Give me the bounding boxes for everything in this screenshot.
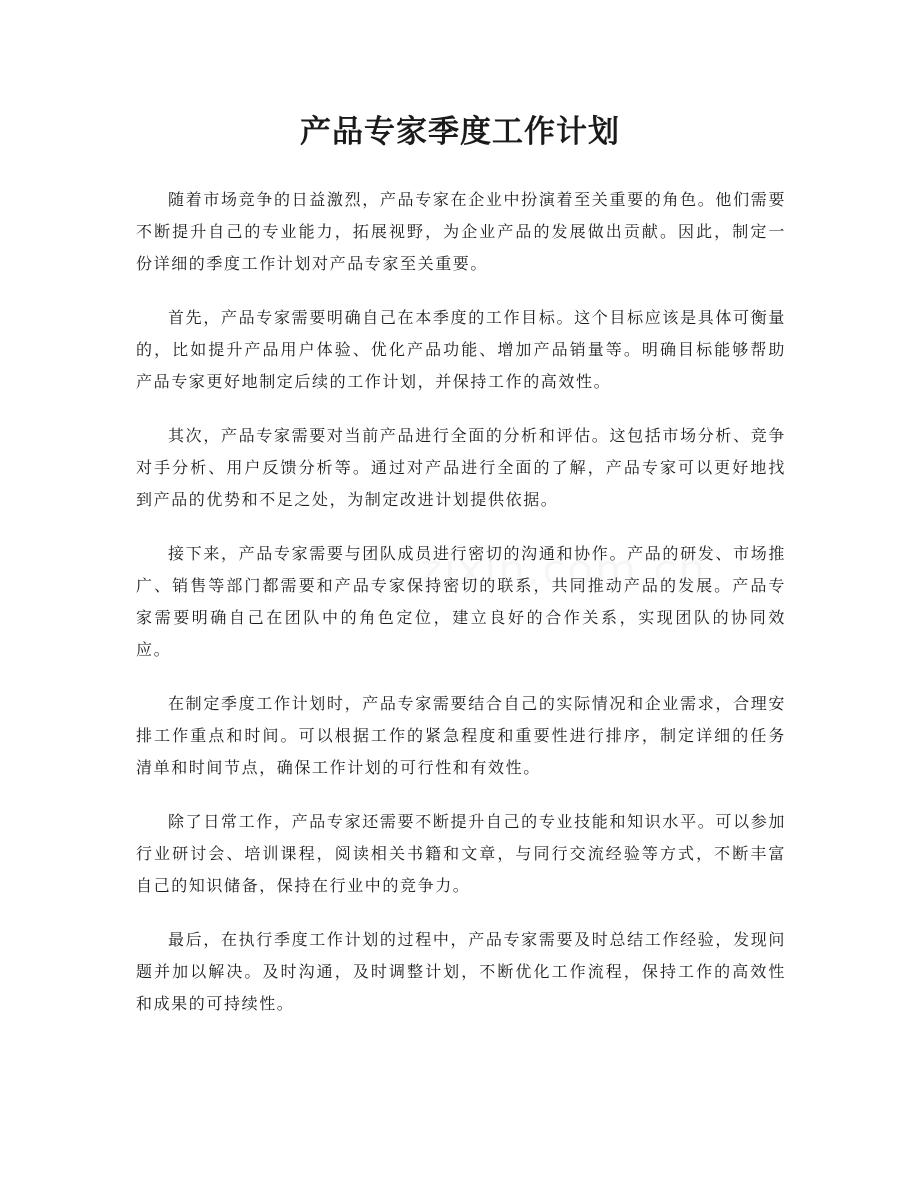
paragraph: 在制定季度工作计划时，产品专家需要结合自己的实际情况和企业需求，合理安排工作重点和时间。可以根据工作的紧急程度和重要性进行排序，制定详细的任务清单和时间节点，确保工作计划的可行性和有效性。 [136, 694, 786, 777]
paragraph: 首先，产品专家需要明确自己在本季度的工作目标。这个目标应该是具体可衡量的，比如提升产品用户体验、优化产品功能、增加产品销量等。明确目标能够帮助产品专家更好地制定后续的工作计划，并保持工作的高效性。 [136, 308, 786, 391]
document-body [136, 184, 786, 1042]
paragraph: 除了日常工作，产品专家还需要不断提升自己的专业技能和知识水平。可以参加行业研讨会、培训课程，阅读相关书籍和文章，与同行交流经验等方式，不断丰富自己的知识储备，保持在行业中的竞争力。 [136, 812, 786, 895]
paragraph: 最后，在执行季度工作计划的过程中，产品专家需要及时总结工作经验，发现问题并加以解决。及时沟通，及时调整计划，不断优化工作流程，保持工作的高效性和成果的可持续性。 [136, 930, 786, 1013]
paragraph: 接下来，产品专家需要与团队成员进行密切的沟通和协作。产品的研发、市场推广、销售等部门都需要和产品专家保持密切的联系，共同推动产品的发展。产品专家需要明确自己在团队中的角色定位，建立良好的合作关系，实现团队的协同效应。 [136, 544, 786, 659]
paragraph: 其次，产品专家需要对当前产品进行全面的分析和评估。这包括市场分析、竞争对手分析、用户反馈分析等。通过对产品进行全面的了解，产品专家可以更好地找到产品的优势和不足之处，为制定改进计划提供依据。 [136, 426, 786, 509]
document-title: 产品专家季度工作计划 [300, 114, 620, 150]
paragraph: 随着市场竞争的日益激烈，产品专家在企业中扮演着至关重要的角色。他们需要不断提升自己的专业能力，拓展视野，为企业产品的发展做出贡献。因此，制定一份详细的季度工作计划对产品专家至关重要。 [136, 190, 786, 273]
